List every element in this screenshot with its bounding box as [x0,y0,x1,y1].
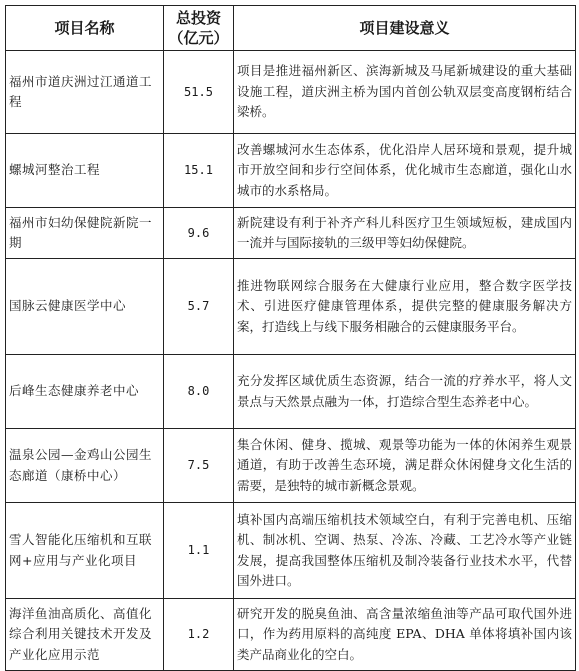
header-investment-label: 总投资 [175,9,221,27]
project-significance: 新院建设有利于补齐产科儿科医疗卫生领域短板，建成国内一流并与国际接轨的三级甲等妇幼保健院。 [234,208,576,259]
header-significance: 项目建设意义 [234,6,576,51]
header-row [6,6,576,51]
project-investment: 7.5 [164,429,234,503]
project-name: 福州市道庆洲过江通道工程 [6,51,164,134]
project-name: 福州市妇幼保健院新院一期 [6,208,164,259]
table-row [6,355,576,429]
project-investment: 9.6 [164,208,234,259]
table-row [6,208,576,259]
header-investment-unit: （亿元） [168,29,229,47]
project-significance: 项目是推进福州新区、滨海新城及马尾新城建设的重大基础设施工程，道庆洲主桥为国内首创公轨双层变高度钢桁结合梁桥。 [234,51,576,134]
project-table [5,5,576,671]
project-name: 海洋鱼油高质化、高值化综合利用关键技术开发及产业化应用示范 [6,599,164,671]
project-investment: 51.5 [164,51,234,134]
project-investment: 8.0 [164,355,234,429]
header-investment [164,6,234,51]
project-significance: 集合休闲、健身、揽城、观景等功能为一体的休闲养生观景通道，有助于改善生态环境，满足群众休闲健身文化生活的需要，是独特的城市新概念景观。 [234,429,576,503]
project-name: 后峰生态健康养老中心 [6,355,164,429]
project-investment: 1.2 [164,599,234,671]
header-project-name: 项目名称 [6,6,164,51]
project-name: 温泉公园—金鸡山公园生态廊道（康桥中心） [6,429,164,503]
project-significance: 推进物联网综合服务在大健康行业应用，整合数字医学技术、引进医疗健康管理体系，提供完整的健康服务解决方案，打造线上与线下服务相融合的云健康服务平台。 [234,259,576,355]
project-investment: 1.1 [164,503,234,599]
project-significance: 研究开发的脱臭鱼油、高含量浓缩鱼油等产品可取代国外进口，作为药用原料的高纯度 EPA、DHA 单体将填补国内该类产品商业化的空白。 [234,599,576,671]
project-significance: 充分发挥区域优质生态资源，结合一流的疗养水平，将人文景点与天然景点融为一体，打造综合型生态养老中心。 [234,355,576,429]
table-row [6,503,576,599]
table-row [6,599,576,671]
table-row [6,429,576,503]
table-row [6,259,576,355]
table-row [6,134,576,208]
project-name: 雪人智能化压缩机和互联网+应用与产业化项目 [6,503,164,599]
project-significance: 改善螺城河水生态体系，优化沿岸人居环境和景观，提升城市开放空间和步行空间体系，优化城市生态廊道，强化山水城市的水系格局。 [234,134,576,208]
project-investment: 15.1 [164,134,234,208]
project-name: 国脉云健康医学中心 [6,259,164,355]
project-significance: 填补国内高端压缩机技术领域空白，有利于完善电机、压缩机、制冰机、空调、热泵、冷冻、冷藏、工艺冷水等产业链发展，提高我国整体压缩机及制冷装备行业技术水平，代替国外进口。 [234,503,576,599]
project-name: 螺城河整治工程 [6,134,164,208]
table-row [6,51,576,134]
project-investment: 5.7 [164,259,234,355]
